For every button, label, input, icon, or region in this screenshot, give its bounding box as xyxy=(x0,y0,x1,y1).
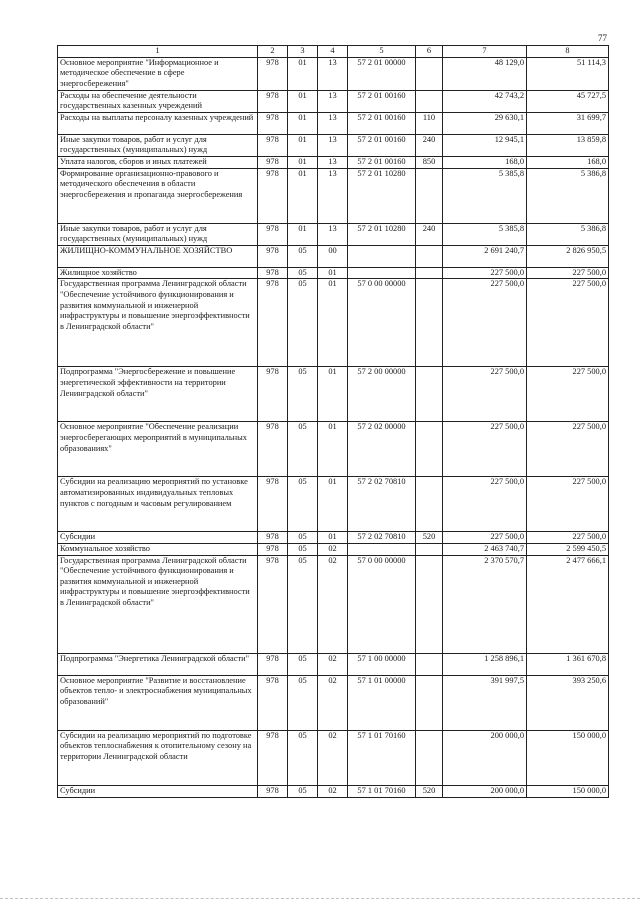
section-code-cell: 05 xyxy=(288,267,318,279)
target-article-cell: 57 2 02 70810 xyxy=(348,532,416,544)
amount-year1-cell: 200 000,0 xyxy=(443,730,527,785)
amount-year1-cell: 5 385,8 xyxy=(443,168,527,223)
target-article-cell: 57 2 01 00000 xyxy=(348,57,416,90)
row-name-cell: Уплата налогов, сборов и иных платежей xyxy=(58,156,258,168)
section-code-cell: 05 xyxy=(288,532,318,544)
table-row xyxy=(58,555,609,653)
table-row xyxy=(58,279,609,367)
expense-type-cell: 520 xyxy=(416,785,443,797)
amount-year2-cell: 150 000,0 xyxy=(527,730,609,785)
amount-year1-cell: 48 129,0 xyxy=(443,57,527,90)
amount-year1-cell: 227 500,0 xyxy=(443,532,527,544)
row-name-cell: Субсидии xyxy=(58,532,258,544)
amount-year1-cell: 29 630,1 xyxy=(443,112,527,134)
table-row xyxy=(58,168,609,223)
expense-type-cell: 850 xyxy=(416,156,443,168)
amount-year1-cell: 5 385,8 xyxy=(443,223,527,245)
subsection-code-cell: 02 xyxy=(318,653,348,675)
subsection-code-cell: 01 xyxy=(318,477,348,532)
amount-year2-cell: 2 477 666,1 xyxy=(527,555,609,653)
target-article-cell: 57 0 00 00000 xyxy=(348,279,416,367)
row-name-cell: Субсидии на реализацию мероприятий по подготовке объектов теплоснабжения к отопительному сезону на территории Ленинградской области xyxy=(58,730,258,785)
target-article-cell: 57 0 00 00000 xyxy=(348,555,416,653)
target-article-cell: 57 2 01 10280 xyxy=(348,223,416,245)
table-row xyxy=(58,785,609,797)
expense-type-cell xyxy=(416,477,443,532)
amount-year1-cell: 227 500,0 xyxy=(443,267,527,279)
ved-code-cell: 978 xyxy=(258,555,288,653)
target-article-cell: 57 2 01 00160 xyxy=(348,156,416,168)
amount-year1-cell: 42 743,2 xyxy=(443,90,527,112)
amount-year1-cell: 1 258 896,1 xyxy=(443,653,527,675)
row-name-cell: Коммунальное хозяйство xyxy=(58,543,258,555)
target-article-cell: 57 2 01 00160 xyxy=(348,112,416,134)
subsection-code-cell: 13 xyxy=(318,156,348,168)
table-row xyxy=(58,532,609,544)
ved-code-cell: 978 xyxy=(258,90,288,112)
subsection-code-cell: 02 xyxy=(318,543,348,555)
expense-type-cell xyxy=(416,555,443,653)
subsection-code-cell: 02 xyxy=(318,730,348,785)
header-cell: 6 xyxy=(416,46,443,58)
expense-type-cell: 110 xyxy=(416,112,443,134)
row-name-cell: Формирование организационно-правового и методического обеспечения в области энергосбережения и пропаганда энергосбережения xyxy=(58,168,258,223)
target-article-cell xyxy=(348,267,416,279)
subsection-code-cell: 01 xyxy=(318,422,348,477)
target-article-cell: 57 1 01 00000 xyxy=(348,675,416,730)
table-row xyxy=(58,57,609,90)
table-row xyxy=(58,223,609,245)
subsection-code-cell: 13 xyxy=(318,90,348,112)
ved-code-cell: 978 xyxy=(258,422,288,477)
header-cell: 5 xyxy=(348,46,416,58)
amount-year1-cell: 2 370 570,7 xyxy=(443,555,527,653)
amount-year2-cell: 227 500,0 xyxy=(527,422,609,477)
table-row xyxy=(58,90,609,112)
amount-year1-cell: 12 945,1 xyxy=(443,134,527,156)
target-article-cell: 57 2 02 00000 xyxy=(348,422,416,477)
ved-code-cell: 978 xyxy=(258,134,288,156)
budget-table xyxy=(57,45,609,798)
ved-code-cell: 978 xyxy=(258,279,288,367)
amount-year2-cell: 393 250,6 xyxy=(527,675,609,730)
target-article-cell xyxy=(348,245,416,267)
expense-type-cell xyxy=(416,279,443,367)
target-article-cell: 57 1 01 70160 xyxy=(348,730,416,785)
ved-code-cell: 978 xyxy=(258,653,288,675)
section-code-cell: 05 xyxy=(288,785,318,797)
subsection-code-cell: 02 xyxy=(318,555,348,653)
section-code-cell: 05 xyxy=(288,279,318,367)
table-row xyxy=(58,422,609,477)
subsection-code-cell: 01 xyxy=(318,532,348,544)
target-article-cell: 57 1 01 70160 xyxy=(348,785,416,797)
section-code-cell: 05 xyxy=(288,422,318,477)
row-name-cell: Расходы на обеспечение деятельности государственных казенных учреждений xyxy=(58,90,258,112)
table-row xyxy=(58,543,609,555)
page-number: 77 xyxy=(598,33,607,43)
subsection-code-cell: 02 xyxy=(318,675,348,730)
ved-code-cell: 978 xyxy=(258,112,288,134)
scan-edge-marks xyxy=(0,898,640,903)
ved-code-cell: 978 xyxy=(258,477,288,532)
section-code-cell: 05 xyxy=(288,730,318,785)
header-cell: 4 xyxy=(318,46,348,58)
header-cell: 2 xyxy=(258,46,288,58)
ved-code-cell: 978 xyxy=(258,675,288,730)
amount-year2-cell: 227 500,0 xyxy=(527,367,609,422)
expense-type-cell xyxy=(416,730,443,785)
ved-code-cell: 978 xyxy=(258,57,288,90)
ved-code-cell: 978 xyxy=(258,785,288,797)
expense-type-cell xyxy=(416,367,443,422)
amount-year2-cell: 2 599 450,5 xyxy=(527,543,609,555)
subsection-code-cell: 13 xyxy=(318,223,348,245)
subsection-code-cell: 13 xyxy=(318,112,348,134)
section-code-cell: 01 xyxy=(288,168,318,223)
expense-type-cell xyxy=(416,422,443,477)
amount-year2-cell: 5 386,8 xyxy=(527,223,609,245)
amount-year2-cell: 1 361 670,8 xyxy=(527,653,609,675)
ved-code-cell: 978 xyxy=(258,267,288,279)
section-code-cell: 01 xyxy=(288,90,318,112)
section-code-cell: 05 xyxy=(288,367,318,422)
section-code-cell: 05 xyxy=(288,245,318,267)
section-code-cell: 01 xyxy=(288,156,318,168)
section-code-cell: 05 xyxy=(288,653,318,675)
ved-code-cell: 978 xyxy=(258,543,288,555)
expense-type-cell xyxy=(416,90,443,112)
target-article-cell: 57 1 00 00000 xyxy=(348,653,416,675)
row-name-cell: Подпрограмма "Энергетика Ленинградской области" xyxy=(58,653,258,675)
subsection-code-cell: 13 xyxy=(318,134,348,156)
amount-year2-cell: 150 000,0 xyxy=(527,785,609,797)
ved-code-cell: 978 xyxy=(258,532,288,544)
section-code-cell: 01 xyxy=(288,57,318,90)
section-code-cell: 05 xyxy=(288,543,318,555)
table-row xyxy=(58,134,609,156)
section-code-cell: 01 xyxy=(288,134,318,156)
row-name-cell: Иные закупки товаров, работ и услуг для государственных (муниципальных) нужд xyxy=(58,223,258,245)
amount-year2-cell: 227 500,0 xyxy=(527,477,609,532)
row-name-cell: Государственная программа Ленинградской области "Обеспечение устойчивого функционирования и развития коммунальной и инженерной инфраструктуры и повышение энергоэффективности в Ленинградской области" xyxy=(58,555,258,653)
ved-code-cell: 978 xyxy=(258,168,288,223)
row-name-cell: Подпрограмма "Энергосбережение и повышение энергетической эффективности на территории Ленинградской области" xyxy=(58,367,258,422)
expense-type-cell xyxy=(416,675,443,730)
target-article-cell: 57 2 01 00160 xyxy=(348,134,416,156)
section-code-cell: 05 xyxy=(288,555,318,653)
subsection-code-cell: 01 xyxy=(318,267,348,279)
amount-year2-cell: 51 114,3 xyxy=(527,57,609,90)
amount-year2-cell: 5 386,8 xyxy=(527,168,609,223)
row-name-cell: Основное мероприятие "Информационное и методическое обеспечение в сфере энергосбережения" xyxy=(58,57,258,90)
expense-type-cell xyxy=(416,543,443,555)
header-row xyxy=(58,46,609,58)
amount-year2-cell: 2 826 950,5 xyxy=(527,245,609,267)
target-article-cell xyxy=(348,543,416,555)
amount-year2-cell: 13 859,8 xyxy=(527,134,609,156)
expense-type-cell: 520 xyxy=(416,532,443,544)
subsection-code-cell: 13 xyxy=(318,57,348,90)
target-article-cell: 57 2 02 70810 xyxy=(348,477,416,532)
amount-year1-cell: 2 691 240,7 xyxy=(443,245,527,267)
target-article-cell: 57 2 00 00000 xyxy=(348,367,416,422)
amount-year2-cell: 31 699,7 xyxy=(527,112,609,134)
subsection-code-cell: 00 xyxy=(318,245,348,267)
ved-code-cell: 978 xyxy=(258,730,288,785)
table-row xyxy=(58,267,609,279)
table-row xyxy=(58,156,609,168)
section-code-cell: 01 xyxy=(288,112,318,134)
subsection-code-cell: 01 xyxy=(318,279,348,367)
header-cell: 3 xyxy=(288,46,318,58)
amount-year1-cell: 227 500,0 xyxy=(443,367,527,422)
table-row xyxy=(58,245,609,267)
section-code-cell: 05 xyxy=(288,477,318,532)
subsection-code-cell: 02 xyxy=(318,785,348,797)
amount-year2-cell: 227 500,0 xyxy=(527,267,609,279)
ved-code-cell: 978 xyxy=(258,367,288,422)
row-name-cell: Основное мероприятие "Развитие и восстановление объектов тепло- и электроснабжения муниципальных образований" xyxy=(58,675,258,730)
ved-code-cell: 978 xyxy=(258,156,288,168)
table-row xyxy=(58,675,609,730)
row-name-cell: Иные закупки товаров, работ и услуг для государственных (муниципальных) нужд xyxy=(58,134,258,156)
amount-year2-cell: 227 500,0 xyxy=(527,532,609,544)
row-name-cell: Субсидии на реализацию мероприятий по установке автоматизированных индивидуальных тепловых пунктов с погодным и часовым регулированием xyxy=(58,477,258,532)
expense-type-cell xyxy=(416,267,443,279)
table-row xyxy=(58,477,609,532)
header-cell: 1 xyxy=(58,46,258,58)
expense-type-cell: 240 xyxy=(416,223,443,245)
expense-type-cell xyxy=(416,245,443,267)
row-name-cell: Жилищное хозяйство xyxy=(58,267,258,279)
target-article-cell: 57 2 01 10280 xyxy=(348,168,416,223)
row-name-cell: Основное мероприятие "Обеспечение реализации энергосберегающих мероприятий в муниципальных образованиях" xyxy=(58,422,258,477)
table-row xyxy=(58,653,609,675)
header-cell: 8 xyxy=(527,46,609,58)
table-row xyxy=(58,367,609,422)
target-article-cell: 57 2 01 00160 xyxy=(348,90,416,112)
row-name-cell: Субсидии xyxy=(58,785,258,797)
expense-type-cell xyxy=(416,168,443,223)
header-cell: 7 xyxy=(443,46,527,58)
section-code-cell: 05 xyxy=(288,675,318,730)
row-name-cell: ЖИЛИЩНО-КОММУНАЛЬНОЕ ХОЗЯЙСТВО xyxy=(58,245,258,267)
expense-type-cell xyxy=(416,653,443,675)
subsection-code-cell: 13 xyxy=(318,168,348,223)
ved-code-cell: 978 xyxy=(258,245,288,267)
expense-type-cell: 240 xyxy=(416,134,443,156)
ved-code-cell: 978 xyxy=(258,223,288,245)
amount-year2-cell: 45 727,5 xyxy=(527,90,609,112)
amount-year1-cell: 168,0 xyxy=(443,156,527,168)
amount-year1-cell: 227 500,0 xyxy=(443,422,527,477)
section-code-cell: 01 xyxy=(288,223,318,245)
table-row xyxy=(58,730,609,785)
subsection-code-cell: 01 xyxy=(318,367,348,422)
amount-year2-cell: 227 500,0 xyxy=(527,279,609,367)
amount-year1-cell: 391 997,5 xyxy=(443,675,527,730)
amount-year1-cell: 227 500,0 xyxy=(443,279,527,367)
amount-year1-cell: 2 463 740,7 xyxy=(443,543,527,555)
row-name-cell: Государственная программа Ленинградской области "Обеспечение устойчивого функционирования и развития коммунальной и инженерной инфраструктуры и повышение энергоэффективности в Ленинградской области" xyxy=(58,279,258,367)
table-row xyxy=(58,112,609,134)
amount-year1-cell: 227 500,0 xyxy=(443,477,527,532)
expense-type-cell xyxy=(416,57,443,90)
amount-year1-cell: 200 000,0 xyxy=(443,785,527,797)
amount-year2-cell: 168,0 xyxy=(527,156,609,168)
row-name-cell: Расходы на выплаты персоналу казенных учреждений xyxy=(58,112,258,134)
